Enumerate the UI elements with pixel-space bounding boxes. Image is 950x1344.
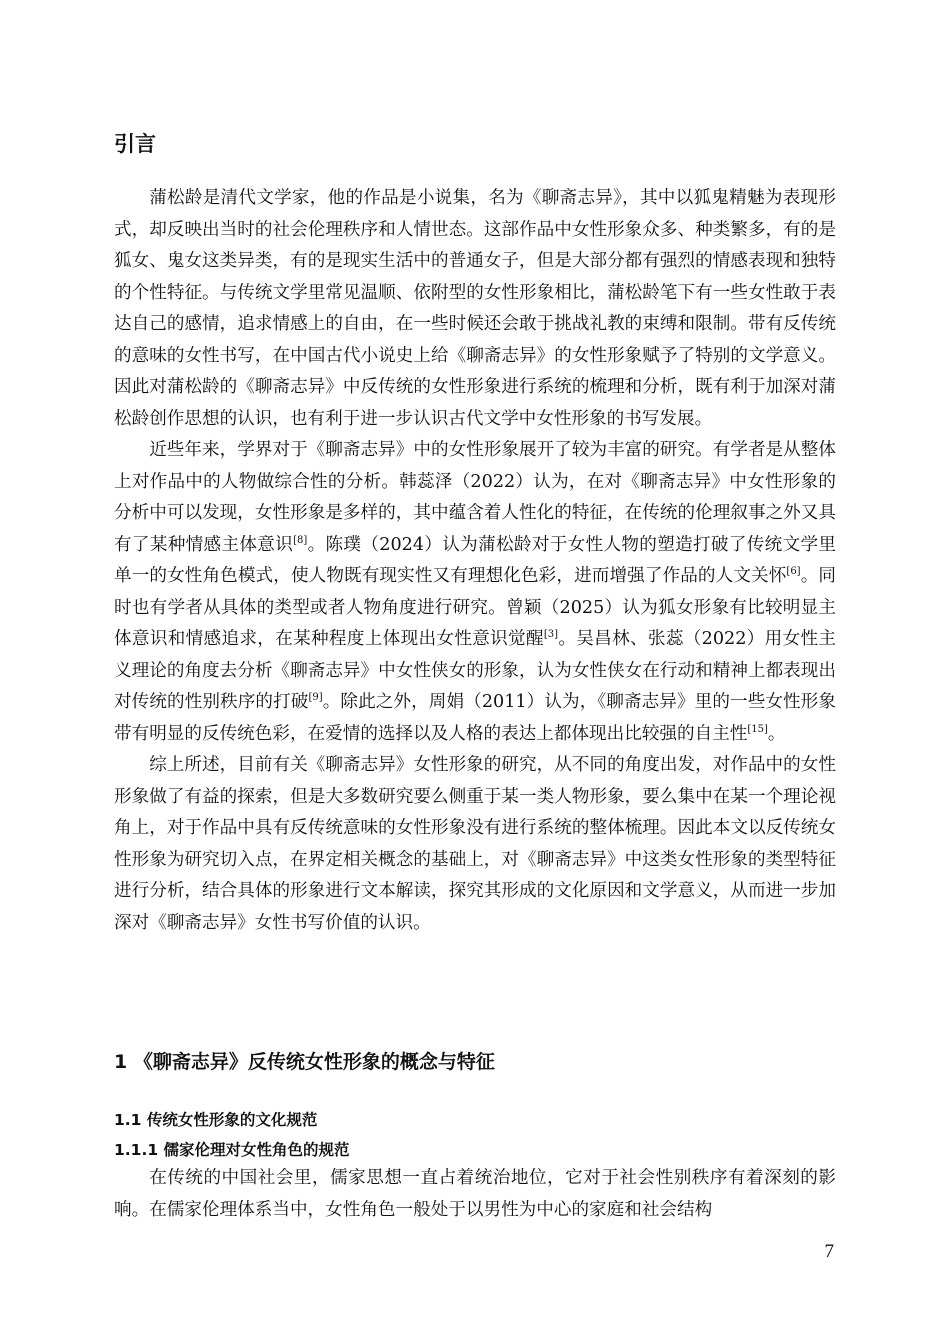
section-heading-1-1: 1.1 传统女性形象的文化规范 [114,1111,318,1129]
paragraph-4: 在传统的中国社会里，儒家思想一直占着统治地位，它对于社会性别秩序有着深刻的影响。在儒家伦理体系当中，女性角色一般处于以男性为中心的家庭和社会结构 [114,1168,836,1220]
page-number: 7 [824,1241,834,1262]
citation-ref: [3] [543,629,559,641]
paragraph-2-text-e: 。除此之外，周娟（2011）认为，《聊斋志异》里的一些女性形象带有明显的反传统色彩，在爱情的选择以及人格的表达上都体现出比较强的自主性 [114,692,836,744]
citation-ref: [9] [308,692,323,704]
paragraph-2-text-b: 。陈璞（2024）认为蒲松龄对于女性人物的塑造打破了传统文学里单一的女性角色模式，使人物既有现实性又有理想化色彩，进而增强了作品的人文关怀 [114,534,836,586]
citation-ref: [6] [786,566,801,578]
section-heading-1-1-1: 1.1.1 儒家伦理对女性角色的规范 [114,1141,350,1159]
citation-ref: [8] [293,534,308,546]
paragraph-3: 综上所述，目前有关《聊斋志异》女性形象的研究，从不同的角度出发，对作品中的女性形象做了有益的探索，但是大多数研究要么侧重于某一类人物形象，要么集中在某一个理论视角上，对于作品中具有反传统意味的女性形象没有进行系统的整体梳理。因此本文以反传统女性形象为研究切入点，在界定相关概念的基础上，对《聊斋志异》中这类女性形象的类型特征进行分析，结合具体的形象进行文本解读，探究其形成的文化原因和文学意义，从而进一步加深对《聊斋志异》女性书写价值的认识。 [114,755,836,933]
paragraph-2 [114,435,836,750]
intro-body [114,183,836,939]
citation-ref: [15] [747,723,768,735]
paragraph-2-text-a: 近些年来，学界对于《聊斋志异》中的女性形象展开了较为丰富的研究。有学者是从整体上对作品中的人物做综合性的分析。韩蕊泽（2022）认为，在对《聊斋志异》中女性形象的分析中可以发现，女性形象是多样的，其中蕴含着人性化的特征，在传统的伦理叙事之外又具有了某种情感主体意识 [114,440,836,555]
page-heading: 引言 [114,132,156,156]
section-body [114,1163,836,1226]
paragraph-2-text-c: 。同时也有学者从具体的类型或者人物角度进行研究。曾颖（2025）认为狐女形象有比较明显主体意识和情感追求，在某种程度上体现出女性意识觉醒 [114,566,836,649]
paragraph-2-text-d: 。吴昌林、张蕊（2022）用女性主义理论的角度去分析《聊斋志异》中女性侠女的形象，认为女性侠女在行动和精神上都表现出对传统的性别秩序的打破 [114,629,836,712]
paragraph-2-text-f: 。 [767,723,786,744]
section-heading-1: 1 《聊斋志异》反传统女性形象的概念与特征 [114,1051,495,1073]
paragraph-1: 蒲松龄是清代文学家，他的作品是小说集，名为《聊斋志异》，其中以狐鬼精魅为表现形式，却反映出当时的社会伦理秩序和人情世态。这部作品中女性形象众多、种类繁多，有的是狐女、鬼女这类异类，有的是现实生活中的普通女子，但是大部分都有强烈的情感表现和独特的个性特征。与传统文学里常见温顺、依附型的女性形象相比，蒲松龄笔下有一些女性敢于表达自己的感情，追求情感上的自由，在一些时候还会敢于挑战礼教的束缚和限制。带有反传统的意味的女性书写，在中国古代小说史上给《聊斋志异》的女性形象赋予了特别的文学意义。因此对蒲松龄的《聊斋志异》中反传统的女性形象进行系统的梳理和分析，既有利于加深对蒲松龄创作思想的认识，也有利于进一步认识古代文学中女性形象的书写发展。 [114,188,836,429]
